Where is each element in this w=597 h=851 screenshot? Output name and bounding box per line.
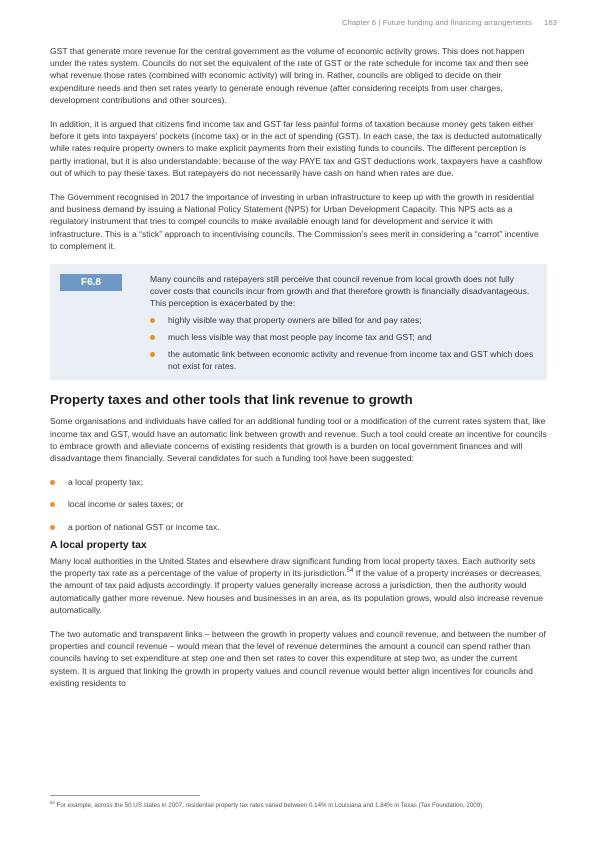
- list-item-text: much less visible way that most people pay income tax and GST; and: [168, 331, 432, 342]
- page-number: 163: [544, 18, 557, 27]
- footnote-text: For example, across the 50 US states in 2007, residential property tax rates varied between 0.14% in Louisiana and 1.84% in Texas (Tax Foundation, 2009).: [54, 802, 484, 809]
- bullet-icon: [50, 480, 55, 485]
- footnote-number: 54: [50, 799, 55, 805]
- list-item: [150, 348, 537, 372]
- paragraph-text: Many local authorities in the United States and elsewhere draw significant funding from local property taxes. Each authority sets the property tax rate as a percentage of the value of property in its jurisdiction.: [50, 555, 536, 579]
- bullet-icon: [50, 502, 55, 507]
- paragraph: The Government recognised in 2017 the importance of investing in urban infrastructure to keep up with the growth in residential and business demand by issuing a National Policy Statement (NPS) for Urban Development Capacity. This NPS acts as a regulatory instrument that tries to compel councils to make available enough land for development and service it with infrastructure. This is a “stick” approach to incentivising councils. The Commission’s sees merit in considering a “carrot” incentive to complement it.: [50, 192, 539, 251]
- finding-intro: Many councils and ratepayers still perceive that council revenue from local growth does not fully cover costs that councils incur from growth and that therefore growth is financially disadvantageous. This perception is exacerbated by the:: [150, 274, 530, 309]
- list-item: [50, 476, 547, 488]
- finding-body: [150, 273, 537, 372]
- bullet-icon: [150, 335, 155, 340]
- list-item: [150, 314, 537, 326]
- list-item-text: a portion of national GST or income tax.: [68, 521, 220, 532]
- chapter-title: Chapter 6 | Future funding and financing arrangements: [341, 18, 533, 27]
- bullet-list: [50, 476, 547, 533]
- footnote-divider: [50, 795, 200, 796]
- running-header: [342, 18, 557, 27]
- bullet-icon: [50, 525, 55, 530]
- section-heading: Property taxes and other tools that link revenue to growth: [50, 392, 413, 408]
- bullet-icon: [150, 352, 155, 357]
- finding-box: [50, 264, 547, 380]
- list-item-text: highly visible way that property owners are billed for and pay rates;: [168, 314, 422, 325]
- list-item-text: local income or sales taxes; or: [68, 499, 184, 510]
- paragraph: Some organisations and individuals have called for an additional funding tool or a modification of the current rates system that, like income tax and GST, would have an automatic link between growth and revenue. Such a tool could create an incentive for councils to embrace growth and alleviate concerns of existing residents that growth is a burden on local government finances and will disadvantage them financially. Several candidates for such a funding tool have been suggested:: [50, 416, 547, 464]
- subsection-heading: A local property tax: [50, 539, 147, 551]
- list-item-text: a local property tax;: [68, 477, 143, 488]
- list-item: [150, 331, 537, 343]
- list-item: [50, 521, 547, 533]
- paragraph-text: If the value of a property increases or decreases, the amount of tax paid adjusts accordingly. If property values generally increase across a jurisdiction, then the authority would automatically gather more revenue. New houses and businesses in an area, as its population grows, would also increase revenue automatically.: [50, 568, 543, 615]
- paragraph: [50, 555, 547, 616]
- finding-bullet-list: [150, 314, 537, 373]
- list-item-text: the automatic link between economic activity and revenue from income tax and GST which does not exist for rates.: [168, 349, 534, 372]
- finding-label: F6.8: [60, 274, 122, 291]
- footnote: [50, 799, 550, 810]
- paragraph: The two automatic and transparent links – between the growth in property values and council revenue, and between the number of properties and council revenue – would mean that the level of revenue determines the amount a council can spend rather than councils having to set expenditure at step one and then set rates to cover this expenditure at step two, as under the current system. It is argued that linking the growth in property values and council revenue would better align incentives for councils and existing residents to: [50, 628, 546, 688]
- list-item: [50, 498, 547, 510]
- page-content: [50, 45, 547, 701]
- paragraph: In addition, it is argued that citizens find income tax and GST far less painful forms of taxation because money gets taken either before it gets into taxpayers’ pockets (income tax) or in the act of spending (GST). In each case, the tax is deducted automatically while rates require property owners to make explicit payments from their existing funds to councils. The different perception is partly irrational, but it is also understandable: because of the way PAYE tax and GST deductions work, taxpayers have a cashflow out of which to pay these taxes. But ratepayers do not necessarily have cash on hand when rates are due.: [50, 119, 543, 178]
- paragraph: GST that generate more revenue for the central government as the volume of economic activity grows. This does not happen under the rates system. Councils do not set the equivalent of the rate of GST or the rate schedule for income tax and then see what revenue those rates (combined with economic activity) will bring in. Rather, councils are obliged to decide on their expenditure needs and then set rates yearly to generate enough revenue (after considering receipts from user charges, development contributions and other sources).: [50, 46, 529, 105]
- bullet-icon: [150, 318, 155, 323]
- footnote-reference[interactable]: 54: [346, 568, 354, 575]
